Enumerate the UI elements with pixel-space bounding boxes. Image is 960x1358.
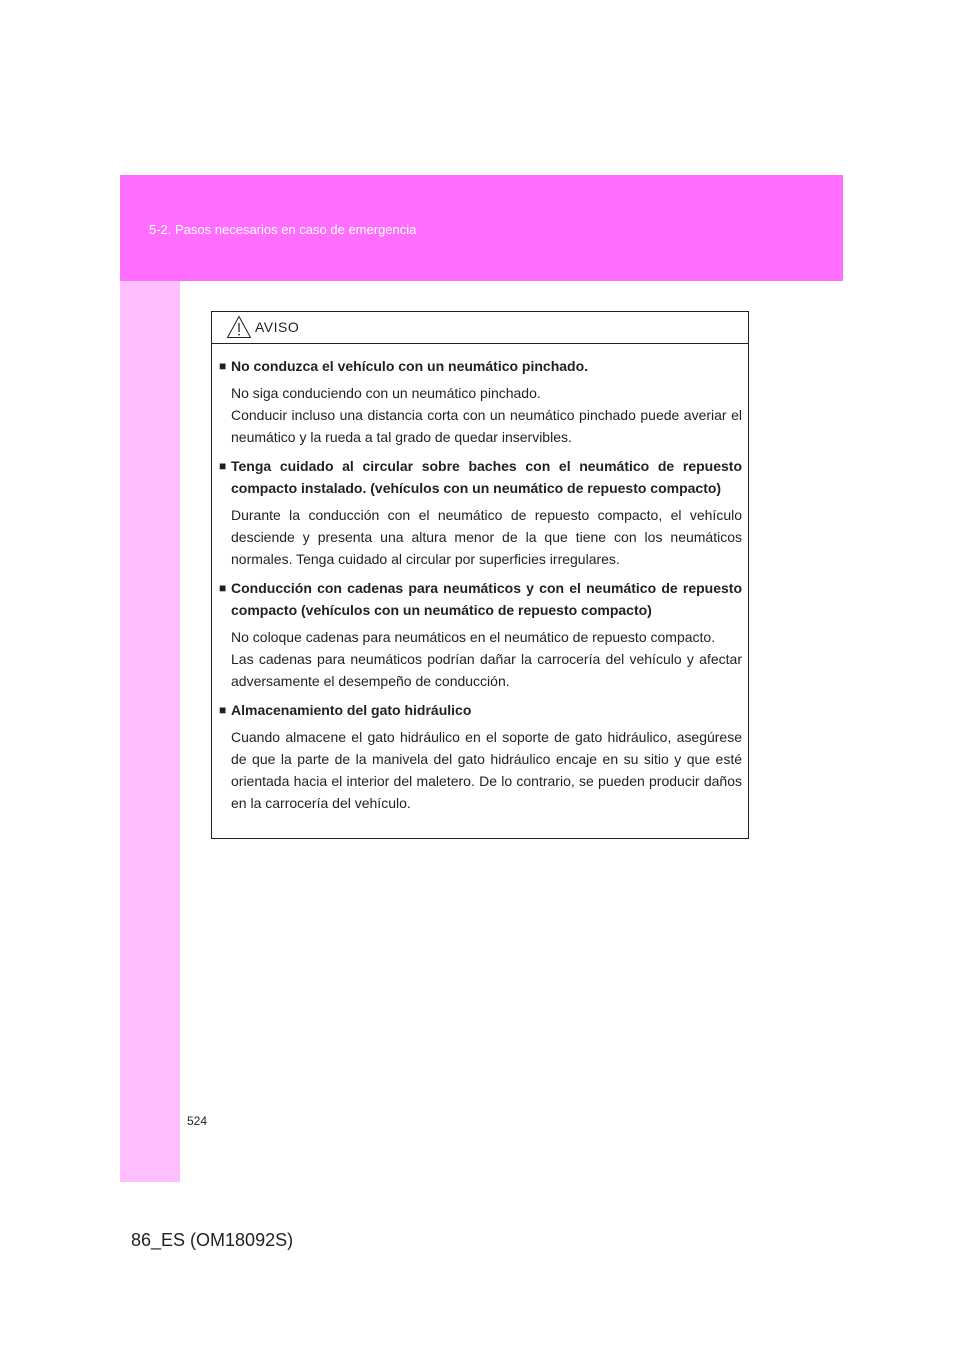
- paragraph-line: No coloque cadenas para neumáticos en el neumático de repuesto compacto.: [231, 629, 716, 645]
- item-heading-text: Almacenamiento del gato hidráulico: [231, 702, 472, 718]
- paragraph-line: Las cadenas para neumáticos podrían dañar la carrocería del vehículo y afectar adversamente el desempeño de conducción.: [231, 651, 742, 689]
- square-bullet-icon: ■: [219, 703, 227, 717]
- item-paragraph: [231, 504, 742, 570]
- item-heading-text: No conduzca el vehículo con un neumático pinchado.: [231, 358, 589, 374]
- item-paragraph: [231, 382, 742, 448]
- square-bullet-icon: ■: [219, 459, 227, 473]
- document-code: 86_ES (OM18092S): [131, 1230, 294, 1250]
- square-bullet-icon: ■: [219, 581, 227, 595]
- item-paragraph: [231, 626, 742, 692]
- warning-body: [212, 344, 748, 814]
- item-heading: [219, 699, 742, 721]
- item-heading: [219, 455, 742, 499]
- item-heading: [219, 355, 742, 377]
- square-bullet-icon: ■: [219, 359, 227, 373]
- item-heading-text: Tenga cuidado al circular sobre baches con el neumático de repuesto compacto instalado. (vehículos con un neumático de repuesto compacto): [231, 458, 742, 496]
- warning-item: [219, 355, 742, 448]
- header-band: [120, 175, 843, 281]
- paragraph-line: Conducir incluso una distancia corta con un neumático pinchado puede averiar el neumático y la rueda a tal grado de quedar inservibles.: [231, 407, 742, 445]
- warning-item: [219, 699, 742, 814]
- page-number: 524: [187, 1114, 208, 1128]
- item-heading: [219, 577, 742, 621]
- warning-box: [211, 311, 749, 839]
- paragraph-line: Cuando almacene el gato hidráulico en el soporte de gato hidráulico, asegúrese de que la parte de la manivela del gato hidráulico encaje en su sitio y que esté orientada hacia el interior del maletero. De lo contrario, se pueden producir daños en la carrocería del vehículo.: [231, 729, 742, 811]
- paragraph-line: No siga conduciendo con un neumático pinchado.: [231, 385, 541, 401]
- paragraph-line: Durante la conducción con el neumático de repuesto compacto, el vehículo desciende y presenta una altura menor de la que tiene con los neumáticos normales. Tenga cuidado al circular por superficies irregulares.: [231, 507, 742, 567]
- warning-item: [219, 455, 742, 570]
- warning-triangle-icon: [226, 315, 252, 339]
- warning-title: AVISO: [255, 319, 300, 335]
- side-band: [120, 281, 180, 1182]
- item-heading-text: Conducción con cadenas para neumáticos y con el neumático de repuesto compacto (vehículos con un neumático de repuesto compacto): [231, 580, 742, 618]
- warning-item: [219, 577, 742, 692]
- item-paragraph: [231, 726, 742, 814]
- warning-header: [212, 312, 748, 344]
- section-title: 5-2. Pasos necesarios en caso de emergencia: [149, 222, 417, 237]
